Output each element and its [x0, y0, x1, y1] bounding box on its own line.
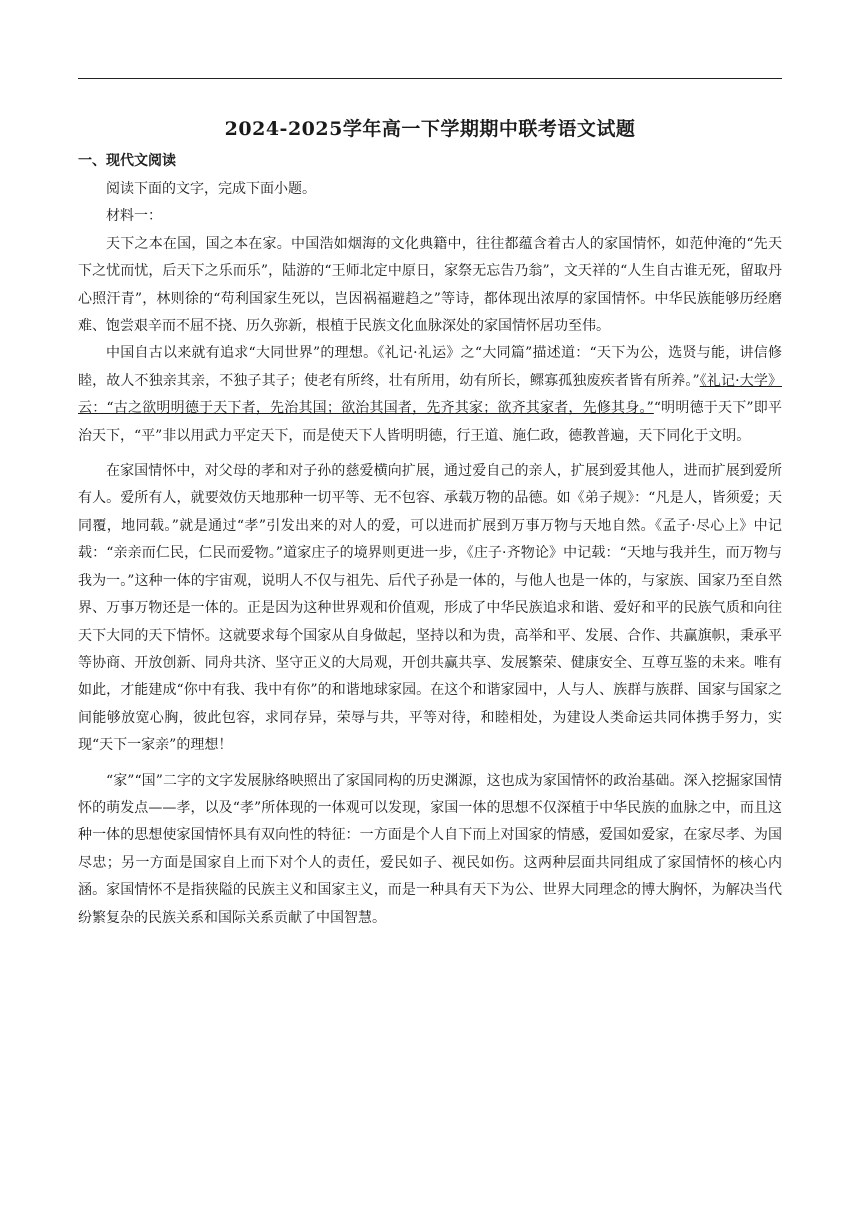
paragraph-3: 在家国情怀中，对父母的孝和对子孙的慈爱横向扩展，通过爱自己的亲人，扩展到爱其他人，进而扩展到爱所有人。爱所有人，就要效仿天地那种一切平等、无不包容、承载万物的品德。如《弟子规》：“凡是人，皆须爱；天同覆，地同载。”就是通过“孝”引发出来的对人的爱，可以进而扩展到万事万物与天地自然。《孟子·尽心上》中记载：“亲亲而仁民，仁民而爱物。”道家庄子的境界则更进一步，《庄子·齐物论》中记载：“天地与我并生，而万物与我为一。”这种一体的宇宙观，说明人不仅与祖先、后代子孙是一体的，与他人也是一体的，与家族、国家乃至自然界、万事万物还是一体的。正是因为这种世界观和价值观，形成了中华民族追求和谐、爱好和平的民族气质和向往天下大同的天下情怀。这就要求每个国家从自身做起，坚持以和为贵，高举和平、发展、合作、共赢旗帜，秉承平等协商、开放创新、同舟共济、坚守正义的大局观，开创共赢共享、发展繁荣、健康安全、互尊互鉴的未来。唯有如此，才能建成“你中有我、我中有你”的和谐地球家园。在这个和谐家园中，人与人、族群与族群、国家与国家之间能够放宽心胸，彼此包容，求同存异，荣辱与共，平等对待，和睦相处，为建设人类命运共同体携手努力，实现“天下一家亲”的理想！	[78, 463, 782, 754]
instruction-text: 阅读下面的文字，完成下面小题。	[106, 181, 316, 197]
section-heading: 一、现代文阅读	[78, 153, 176, 169]
paragraph-2-part-b: “明明德于天下”即平治天下，“平”非以用武力平定天下，而是使天下人皆明明德，行王道、施仁政，德教普遍，天下同化于文明。	[78, 400, 782, 444]
reading-passage	[78, 176, 782, 932]
material-label: 材料一：	[106, 208, 162, 225]
paragraph-2	[78, 340, 782, 450]
header-rule	[78, 78, 782, 79]
paragraph-4: “家”“国”二字的文字发展脉络映照出了家国同构的历史渊源，这也成为家国情怀的政治基础。深入挖掘家国情怀的萌发点——孝，以及“孝”所体现的一体观可以发现，家国一体的思想不仅深植于中华民族的血脉之中，而且这种一体的思想使家国情怀具有双向性的特征：一方面是个人自下而上对国家的情感，爱国如爱家，在家尽孝、为国尽忠；另一方面是国家自上而下对个人的责任，爱民如子、视民如伤。这两种层面共同组成了家国情怀的核心内涵。家国情怀不是指狭隘的民族主义和国家主义，而是一种具有天下为公、世界大同理念的博大胸怀，为解决当代纷繁复杂的民族关系和国际关系贡献了中国智慧。	[78, 772, 782, 926]
underlined-quote: 《礼记·大学》云：“古之欲明明德于天下者，先治其国；欲治其国者，先齐其家；欲齐其家者，先修其身。”	[78, 372, 782, 417]
document-title: 2024-2025学年高一下学期期中联考语文试题	[224, 118, 636, 140]
paragraph-2-part-a: 中国自古以来就有追求“大同世界”的理想。《礼记·礼运》之“大同篇”描述道：“天下为公，选贤与能，讲信修睦，故人不独亲其亲，不独子其子；使老有所终，壮有所用，幼有所长，鳏寡孤独废疾者皆有所养。”	[78, 345, 782, 389]
paragraph-1: 天下之本在国，国之本在家。中国浩如烟海的文化典籍中，往往都蕴含着古人的家国情怀，如范仲淹的“先天下之忧而忧，后天下之乐而乐”，陆游的“王师北定中原日，家祭无忘告乃翁”，文天祥的“人生自古谁无死，留取丹心照汗青”，林则徐的“苟利国家生死以，岂因祸福避趋之”等诗，都体现出浓厚的家国情怀。中华民族能够历经磨难、饱尝艰辛而不屈不挠、历久弥新，根植于民族文化血脉深处的家国情怀居功至伟。	[78, 235, 782, 335]
